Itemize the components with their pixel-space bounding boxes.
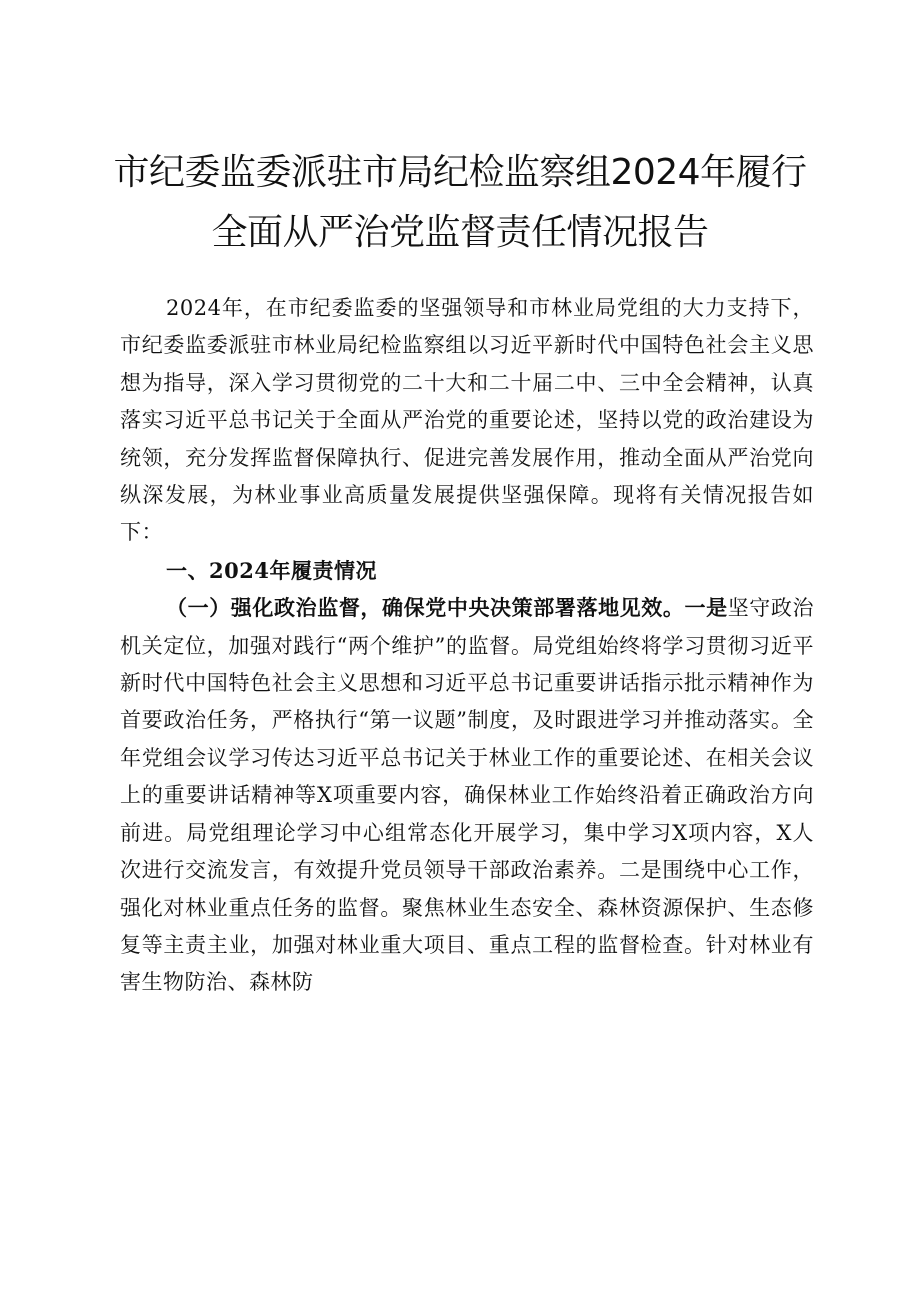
section-heading: 一、2024年履责情况 [166, 557, 377, 583]
point-1-text: 坚守政治机关定位，加强对践行“两个维护”的监督。局党组始终将学习贯彻习近平新时代中国特色社会主义思想和习近平总书记重要讲话指示批示精神作为首要政治任务，严格执行“第一议题”制度，及时跟进学习并推动落实。全年党组会议学习传达习近平总书记关于林业工作的重要论述、在相关会议上的重要讲话精神等X项重要内容，确保林业工作始终沿着正确政治方向前进。局党组理论学习中心组常态化开展学习，集中学习X项内容，X人次进行交流发言，有效提升党员领导干部政治素养。 [120, 596, 815, 883]
document-body [120, 290, 814, 1002]
document-title-line-1: 市纪委监委派驻市局纪检监察组2024年履行 [113, 152, 807, 193]
point-2-text: 二是围绕中心工作，强化对林业重点任务的监督。聚焦林业生态安全、森林资源保护、生态修复等主责主业，加强对林业重大项目、重点工程的监督检查。针对林业有害生物防治、森林防 [120, 858, 815, 995]
document-title-line-2: 全面从严治党监督责任情况报告 [211, 212, 709, 253]
subsection-heading: （一）强化政治监督，确保党中央决策部署落地见效。 [166, 595, 685, 621]
intro-paragraph: 2024年，在市纪委监委的坚强领导和市林业局党组的大力支持下，市纪委监委派驻市林业局纪检监察组以习近平新时代中国特色社会主义思想为指导，深入学习贯彻党的二十大和二十届二中、三中全会精神，认真落实习近平总书记关于全面从严治党的重要论述，坚持以党的政治建设为统领，充分发挥监督保障执行、促进完善发展作用，推动全面从严治党向纵深发展，为林业事业高质量发展提供坚强保障。现将有关情况报告如下： [120, 296, 814, 545]
point-1-label: 一是 [684, 595, 728, 621]
subsection-paragraph [120, 589, 814, 1001]
